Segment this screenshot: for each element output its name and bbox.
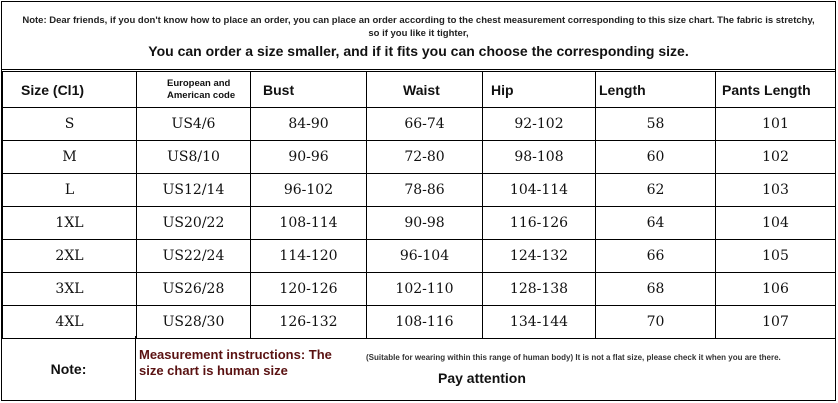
cell-size: 2XL bbox=[3, 240, 137, 273]
cell-bust: 126-132 bbox=[251, 306, 367, 339]
cell-hip: 98-108 bbox=[483, 141, 596, 174]
table-row bbox=[3, 273, 836, 306]
cell-hip: 116-126 bbox=[483, 207, 596, 240]
header-pants-length: Pants Length bbox=[716, 72, 836, 108]
cell-pants-length: 102 bbox=[716, 141, 836, 174]
cell-eu-us-code: US26/28 bbox=[137, 273, 251, 306]
cell-length: 66 bbox=[596, 240, 716, 273]
cell-hip: 124-132 bbox=[483, 240, 596, 273]
cell-eu-us-code: US20/22 bbox=[137, 207, 251, 240]
order-advice-headline: You can order a size smaller, and if it fits you can choose the corresponding size. bbox=[148, 43, 689, 59]
cell-eu-us-code: US22/24 bbox=[137, 240, 251, 273]
header-size: Size (Cl1) bbox=[3, 72, 137, 108]
cell-bust: 114-120 bbox=[251, 240, 367, 273]
cell-waist: 96-104 bbox=[367, 240, 483, 273]
cell-pants-length: 107 bbox=[716, 306, 836, 339]
cell-eu-us-code: US12/14 bbox=[137, 174, 251, 207]
cell-length: 62 bbox=[596, 174, 716, 207]
table-row bbox=[3, 141, 836, 174]
header-eu-us-code: European and American code bbox=[137, 72, 251, 108]
table-row bbox=[3, 240, 836, 273]
cell-waist: 108-116 bbox=[367, 306, 483, 339]
header-hip: Hip bbox=[483, 72, 596, 108]
table-header-row bbox=[3, 72, 836, 108]
table-row bbox=[3, 174, 836, 207]
cell-length: 60 bbox=[596, 141, 716, 174]
cell-waist: 90-98 bbox=[367, 207, 483, 240]
cell-bust: 84-90 bbox=[251, 108, 367, 141]
table-row bbox=[3, 306, 836, 339]
measurement-instructions: Measurement instructions: The size chart is human size bbox=[139, 347, 332, 378]
cell-length: 58 bbox=[596, 108, 716, 141]
cell-length: 68 bbox=[596, 273, 716, 306]
cell-bust: 120-126 bbox=[251, 273, 367, 306]
cell-pants-length: 106 bbox=[716, 273, 836, 306]
cell-hip: 104-114 bbox=[483, 174, 596, 207]
cell-length: 70 bbox=[596, 306, 716, 339]
cell-size: L bbox=[3, 174, 137, 207]
order-advice-text: Note: Dear friends, if you don't know how to place an order, you can place an order according to the chest measurement corresponding to this size chart. The fabric is stretchy, so if you like it tighter, bbox=[22, 15, 815, 39]
cell-bust: 96-102 bbox=[251, 174, 367, 207]
bottom-note bbox=[2, 336, 835, 401]
cell-waist: 72-80 bbox=[367, 141, 483, 174]
cell-waist: 66-74 bbox=[367, 108, 483, 141]
cell-pants-length: 103 bbox=[716, 174, 836, 207]
cell-size: 4XL bbox=[3, 306, 137, 339]
cell-pants-length: 105 bbox=[716, 240, 836, 273]
suitable-range-text: (Suitable for wearing within this range of human body) It is not a flat size, please check it when you are there. bbox=[366, 353, 781, 362]
cell-hip: 128-138 bbox=[483, 273, 596, 306]
header-waist: Waist bbox=[367, 72, 483, 108]
pay-attention-text: Pay attention bbox=[438, 370, 526, 386]
header-bust: Bust bbox=[251, 72, 367, 108]
cell-waist: 102-110 bbox=[367, 273, 483, 306]
cell-hip: 134-144 bbox=[483, 306, 596, 339]
cell-size: M bbox=[3, 141, 137, 174]
cell-bust: 90-96 bbox=[251, 141, 367, 174]
size-chart-table bbox=[2, 71, 836, 339]
cell-pants-length: 104 bbox=[716, 207, 836, 240]
cell-hip: 92-102 bbox=[483, 108, 596, 141]
cell-length: 64 bbox=[596, 207, 716, 240]
cell-size: 3XL bbox=[3, 273, 137, 306]
cell-size: 1XL bbox=[3, 207, 137, 240]
table-row bbox=[3, 108, 836, 141]
table-row bbox=[3, 207, 836, 240]
top-note bbox=[2, 2, 835, 70]
cell-eu-us-code: US28/30 bbox=[137, 306, 251, 339]
cell-bust: 108-114 bbox=[251, 207, 367, 240]
cell-pants-length: 101 bbox=[716, 108, 836, 141]
cell-waist: 78-86 bbox=[367, 174, 483, 207]
cell-size: S bbox=[3, 108, 137, 141]
cell-eu-us-code: US8/10 bbox=[137, 141, 251, 174]
note-label: Note: bbox=[2, 336, 136, 401]
header-length: Length bbox=[596, 72, 716, 108]
cell-eu-us-code: US4/6 bbox=[137, 108, 251, 141]
